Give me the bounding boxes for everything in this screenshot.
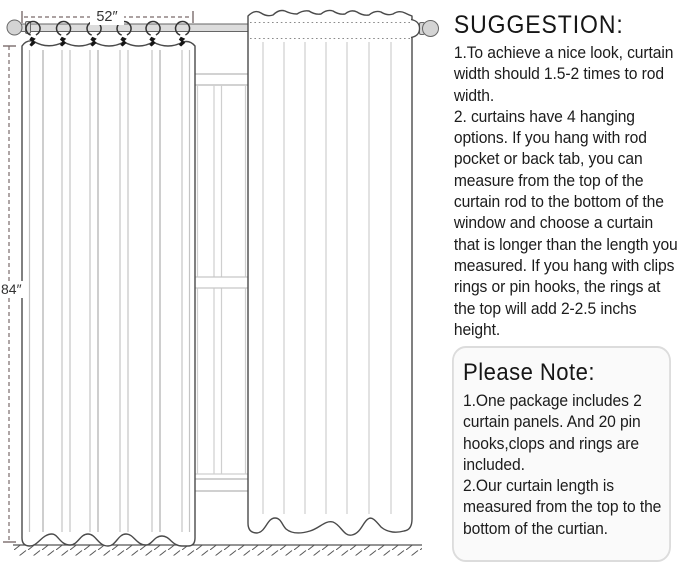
rod-pocket-bulge	[411, 20, 420, 38]
info-panel	[452, 6, 679, 538]
window-sill	[188, 479, 254, 491]
please-note-box	[452, 346, 671, 562]
floor-hatching	[14, 546, 422, 556]
right-curtain-panel	[248, 10, 420, 535]
note-title: Please Note:	[463, 359, 595, 386]
rod-width-label: 52″	[96, 9, 118, 25]
suggestion-title: SUGGESTION:	[453, 11, 624, 39]
note-item: 2.Our curtain length is measured from the top to the bottom of the curtian.	[463, 476, 662, 538]
floor	[13, 545, 422, 556]
note-item: 1.One package includes 2 curtain panels. And 20 pin hooks,clops and rings are included.	[463, 391, 642, 474]
curtain-length-label: 84″	[1, 281, 22, 297]
rod-finial-right	[423, 21, 439, 37]
window	[188, 74, 254, 491]
dimension-curtain-length	[0, 46, 24, 542]
left-curtain-panel	[22, 41, 195, 546]
suggestion-item: 1.To achieve a nice look, curtain width should 1.5-2 times to rod width.	[453, 43, 674, 105]
rod-finial-left	[7, 20, 22, 35]
suggestion-item: 2. curtains have 4 hanging options. If you hang with rod pocket or back tab, you can measure from the top of the curtain rod to the bottom of the window and choose a curtain that is longer than the length you measured. If you hang with clips rings or pin hooks, the rings at the top will add 2-2.5 inchs height.	[453, 106, 678, 339]
dimension-rod-width	[22, 8, 193, 25]
